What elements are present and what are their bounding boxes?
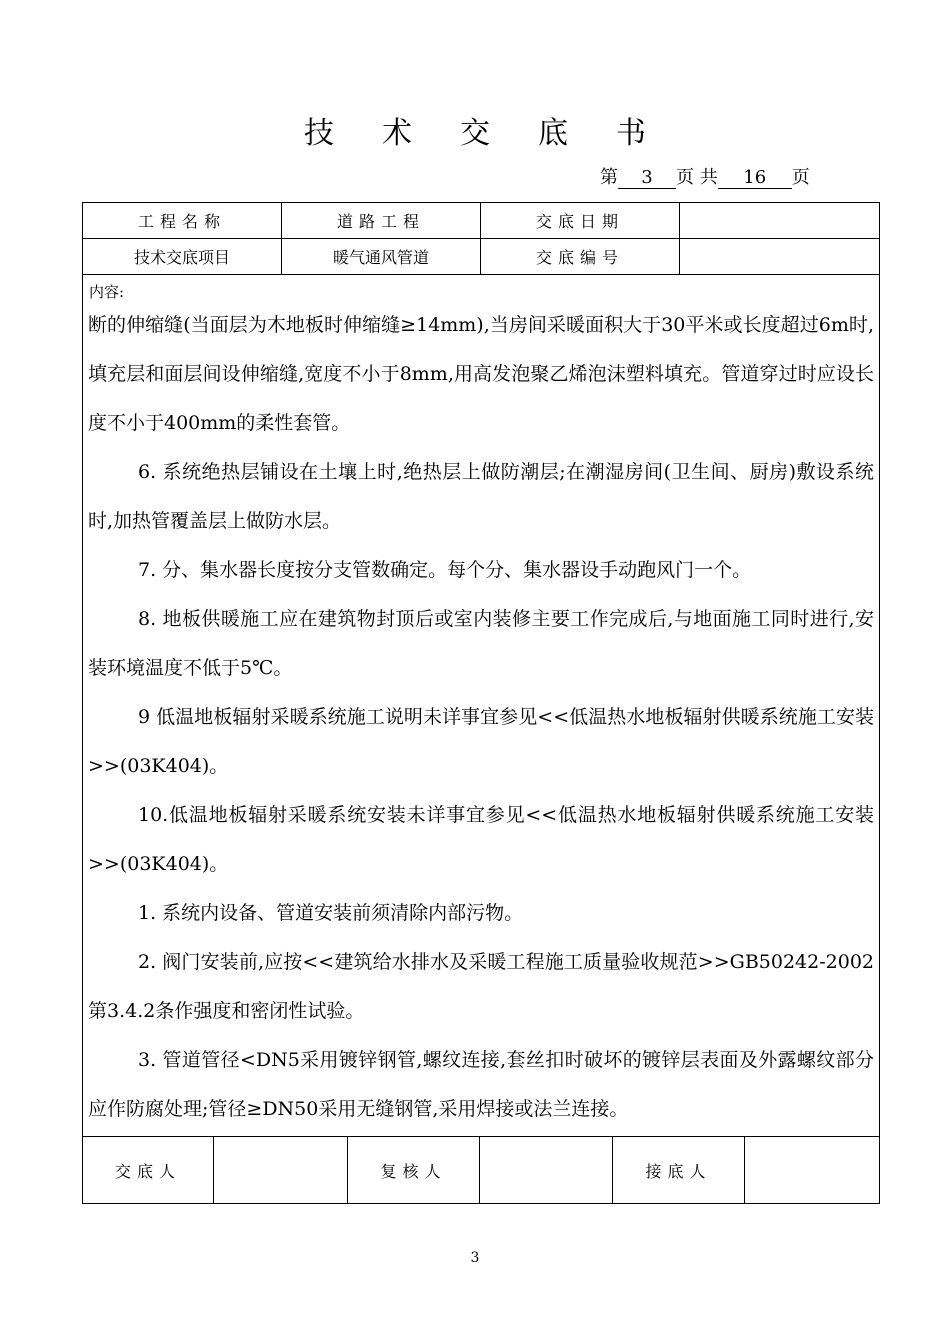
total-pages: 16 bbox=[718, 168, 792, 189]
page-suffix: 页 bbox=[791, 167, 810, 188]
item-label: 技术交底项目 bbox=[83, 239, 282, 274]
page-prefix: 第 bbox=[600, 167, 618, 188]
signature-row bbox=[83, 1137, 879, 1203]
paragraph: 9 低温地板辐射采暖系统施工说明未详事宜参见<<低温热水地板辐射供暖系统施工安装>>(03K404)。 bbox=[88, 706, 874, 777]
header-row-2 bbox=[83, 239, 879, 275]
discloser-label: 交底人 bbox=[83, 1137, 214, 1203]
reviewer-value bbox=[480, 1137, 613, 1203]
paragraph: 断的伸缩缝(当面层为木地板时伸缩缝≥14mm),当房间采暖面积大于30平米或长度超过6m时,填充层和面层间设伸缩缝,宽度不小于8mm,用高发泡聚乙烯泡沫塑料填充。管道穿过时应设长度不小于400mm的柔性套管。 bbox=[88, 314, 874, 434]
discloser-value bbox=[214, 1137, 348, 1203]
current-page: 3 bbox=[618, 168, 676, 189]
page-info bbox=[600, 163, 810, 189]
disclosure-form bbox=[82, 202, 880, 1204]
receiver-value bbox=[745, 1137, 879, 1203]
page-middle: 页 共 bbox=[676, 167, 718, 188]
paragraph: 8. 地板供暖施工应在建筑物封顶后或室内装修主要工作完成后,与地面施工同时进行,安装环境温度不低于5℃。 bbox=[88, 608, 874, 679]
date-value bbox=[680, 203, 879, 238]
reviewer-label: 复核人 bbox=[348, 1137, 480, 1203]
paragraph: 2. 阀门安装前,应按<<建筑给水排水及采暖工程施工质量验收规范>>GB50242-2002第3.4.2条作强度和密闭性试验。 bbox=[88, 951, 874, 1022]
number-label: 交底编号 bbox=[481, 239, 680, 274]
number-value bbox=[680, 239, 879, 274]
paragraph: 1. 系统内设备、管道安装前须清除内部污物。 bbox=[138, 902, 524, 924]
date-label: 交底日期 bbox=[481, 203, 680, 238]
header-row-1 bbox=[83, 203, 879, 239]
project-name-label: 工程名称 bbox=[83, 203, 282, 238]
document-title: 技术交底书 bbox=[304, 116, 694, 151]
paragraph: 6. 系统绝热层铺设在土壤上时,绝热层上做防潮层;在潮湿房间(卫生间、厨房)敷设系统时,加热管覆盖层上做防水层。 bbox=[88, 461, 874, 532]
receiver-label: 接底人 bbox=[613, 1137, 745, 1203]
paragraph: 7. 分、集水器长度按分支管数确定。每个分、集水器设手动跑风门一个。 bbox=[138, 559, 752, 581]
paragraph: 3. 管道管径<DN5采用镀锌钢管,螺纹连接,套丝扣时破坏的镀锌层表面及外露螺纹部分应作防腐处理;管径≥DN50采用无缝钢管,采用焊接或法兰连接。 bbox=[88, 1049, 874, 1120]
page-number: 3 bbox=[470, 1250, 480, 1266]
content-body bbox=[88, 301, 874, 1134]
content-label: 内容: bbox=[89, 283, 125, 301]
content-section bbox=[83, 275, 879, 1137]
project-name-value: 道路工程 bbox=[282, 203, 481, 238]
item-value: 暖气通风管道 bbox=[282, 239, 481, 274]
paragraph: 10.低温地板辐射采暖系统安装未详事宜参见<<低温热水地板辐射供暖系统施工安装>>(03K404)。 bbox=[88, 804, 874, 875]
